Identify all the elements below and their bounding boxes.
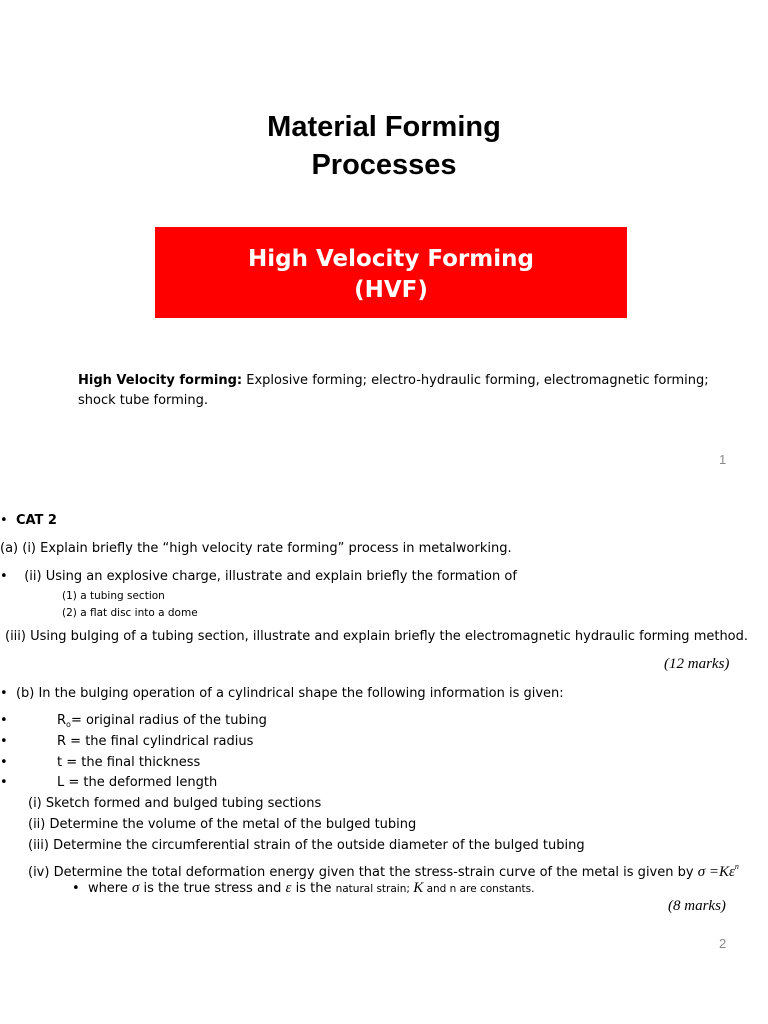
where-text-3: is the xyxy=(291,881,336,896)
definition-l-bullet: • xyxy=(0,775,8,790)
r0-subscript: o xyxy=(66,720,71,729)
where-text-1: where xyxy=(87,881,132,896)
hvf-banner xyxy=(155,227,627,318)
question-a-ii-line xyxy=(0,568,517,586)
bullet: • xyxy=(0,513,8,528)
question-b-intro: (b) In the bulging operation of a cylindrical shape the following information is given: xyxy=(15,686,564,701)
definition-l: L = the deformed length xyxy=(57,775,218,790)
formula-exponent: n xyxy=(734,862,739,871)
page-number-2: 2 xyxy=(719,936,727,951)
definition-r: R = the final cylindrical radius xyxy=(57,734,254,749)
where-line xyxy=(72,879,534,898)
r0-text: = original radius of the tubing xyxy=(70,713,267,728)
question-b-i: (i) Sketch formed and bulged tubing sections xyxy=(28,796,322,811)
bullet: • xyxy=(72,881,80,896)
cat-line xyxy=(0,512,57,530)
question-b-line xyxy=(0,685,564,703)
question-b-iii: (iii) Determine the circumferential strain of the outside diameter of the bulged tubing xyxy=(28,838,585,853)
definition-r-bullet: • xyxy=(0,734,8,749)
definition-t: t = the final thickness xyxy=(57,755,201,770)
hvf-description xyxy=(78,371,718,411)
definition-t-bullet: • xyxy=(0,755,8,770)
marks-b: (8 marks) xyxy=(668,898,726,914)
hvf-text: Explosive forming; electro-hydraulic forming, electromagnetic forming; shock tube forming. xyxy=(78,373,709,408)
r0-symbol: R xyxy=(57,713,67,728)
page-number-1: 1 xyxy=(719,452,727,467)
bullet: • xyxy=(0,686,8,701)
banner-line-2: (HVF) xyxy=(354,277,428,303)
slide-title xyxy=(0,108,768,184)
title-line-1: Material Forming xyxy=(267,111,501,143)
question-a-ii-2: (2) a flat disc into a dome xyxy=(62,607,198,619)
bullet: • xyxy=(0,569,8,584)
question-a-i: (a) (i) Explain briefly the “high velocity rate forming” process in metalworking. xyxy=(0,541,512,556)
stress-strain-formula: σ =Kε xyxy=(697,864,735,880)
where-text-5: and n are constants. xyxy=(423,883,535,895)
epsilon-symbol: ε xyxy=(285,880,292,896)
banner-line-1: High Velocity Forming xyxy=(248,246,534,272)
sigma-symbol: σ xyxy=(132,880,140,896)
question-b-iv-text: (iv) Determine the total deformation energy given that the stress-strain curve of the metal is given by xyxy=(28,865,698,880)
question-a-ii-1: (1) a tubing section xyxy=(62,590,165,602)
cat-label: CAT 2 xyxy=(15,513,57,528)
bullet: • xyxy=(0,713,8,728)
where-text-4: natural strain; xyxy=(335,883,414,895)
question-b-ii: (ii) Determine the volume of the metal of the bulged tubing xyxy=(28,817,417,832)
marks-a: (12 marks) xyxy=(664,656,730,672)
title-line-2: Processes xyxy=(311,149,457,181)
hvf-label: High Velocity forming: xyxy=(78,373,243,388)
k-symbol: K xyxy=(413,880,424,896)
question-a-ii: (ii) Using an explosive charge, illustrate and explain briefly the formation of xyxy=(24,569,517,584)
definition-r0 xyxy=(57,712,267,734)
where-text-2: is the true stress and xyxy=(139,881,286,896)
question-a-iii: (iii) Using bulging of a tubing section, illustrate and explain briefly the electromagnetic hydraulic forming method. xyxy=(5,629,749,644)
definition-r0-line xyxy=(0,712,8,730)
